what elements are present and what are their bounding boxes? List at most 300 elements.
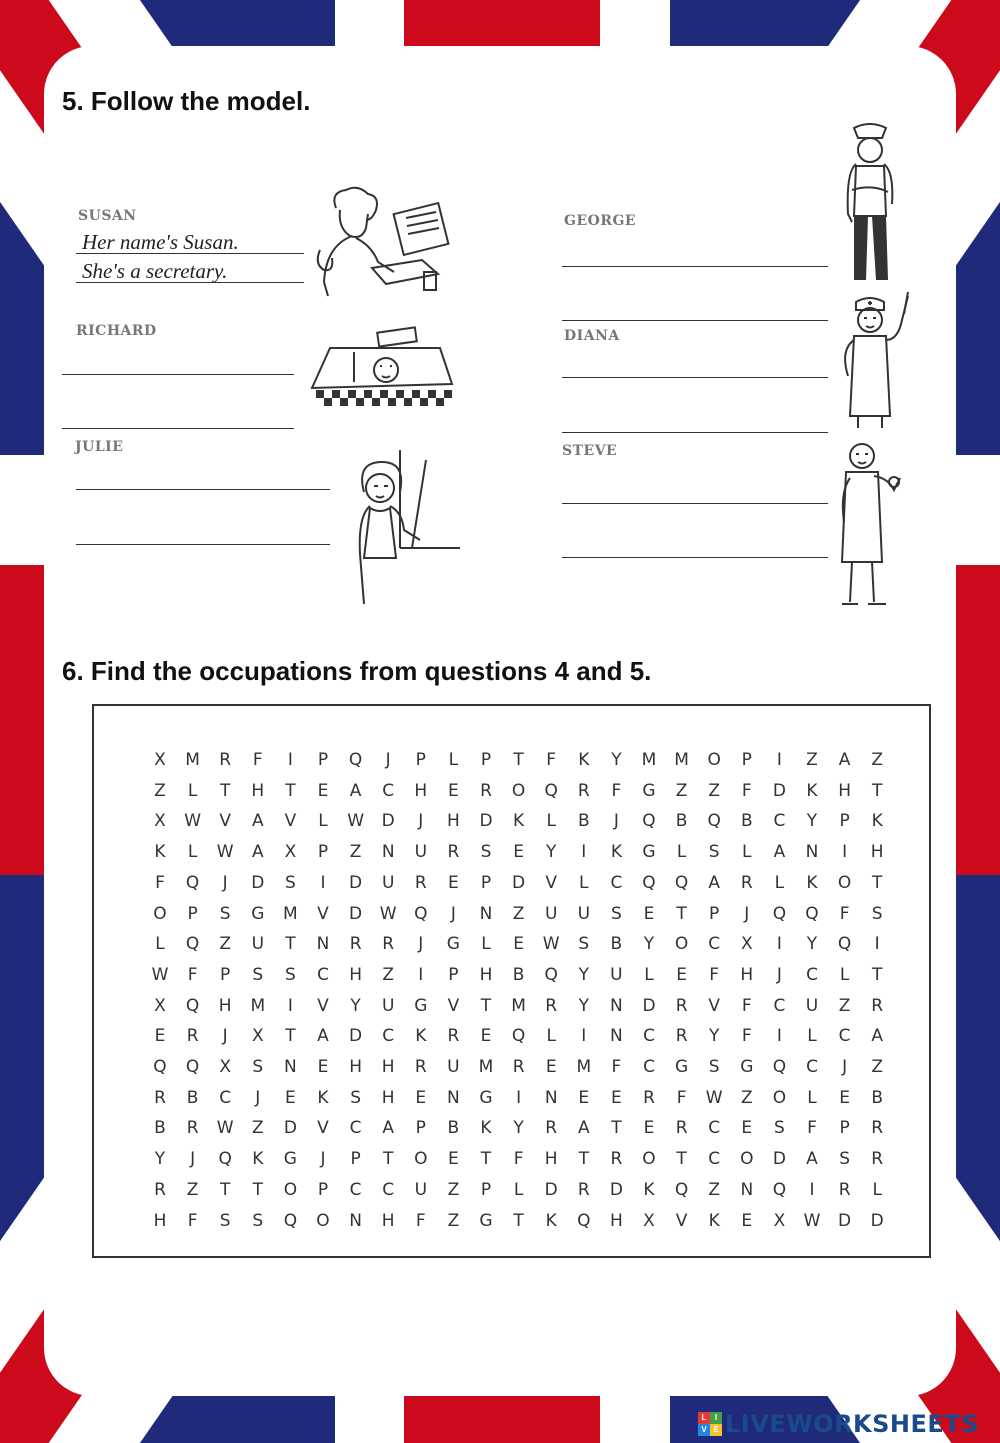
grid-letter[interactable]: D bbox=[251, 872, 265, 893]
grid-letter[interactable]: Z bbox=[382, 964, 395, 985]
grid-letter[interactable]: L bbox=[807, 1026, 817, 1047]
grid-letter[interactable]: E bbox=[317, 1057, 329, 1077]
grid-letter[interactable]: H bbox=[251, 780, 265, 801]
grid-letter[interactable]: K bbox=[708, 1210, 720, 1231]
grid-letter[interactable]: T bbox=[676, 903, 687, 924]
grid-letter[interactable]: Q bbox=[185, 872, 200, 893]
grid-letter[interactable]: F bbox=[807, 1118, 817, 1139]
grid-letter[interactable]: J bbox=[613, 811, 619, 832]
grid-letter[interactable]: X bbox=[284, 842, 297, 863]
grid-letter[interactable]: Q bbox=[642, 811, 656, 832]
grid-letter[interactable]: T bbox=[513, 750, 524, 770]
grid-letter[interactable]: C bbox=[317, 964, 329, 985]
grid-letter[interactable]: Z bbox=[447, 1210, 460, 1231]
grid-letter[interactable]: Q bbox=[348, 750, 363, 770]
grid-letter[interactable]: K bbox=[154, 842, 166, 863]
grid-letter[interactable]: Z bbox=[447, 1179, 460, 1200]
grid-letter[interactable]: O bbox=[642, 1149, 656, 1170]
grid-letter[interactable]: D bbox=[870, 1210, 884, 1231]
diana-answer-line-1[interactable] bbox=[562, 357, 828, 378]
grid-letter[interactable]: K bbox=[806, 872, 818, 893]
grid-letter[interactable]: J bbox=[385, 750, 391, 770]
grid-letter[interactable]: E bbox=[415, 1087, 427, 1108]
grid-letter[interactable]: L bbox=[187, 842, 198, 863]
grid-letter[interactable]: S bbox=[871, 903, 883, 924]
grid-letter[interactable]: I bbox=[287, 750, 293, 770]
grid-letter[interactable]: P bbox=[350, 1149, 361, 1170]
grid-letter[interactable]: X bbox=[773, 1210, 786, 1231]
steve-answer-line-1[interactable] bbox=[562, 483, 828, 504]
grid-letter[interactable]: P bbox=[317, 1179, 329, 1200]
grid-letter[interactable]: Z bbox=[708, 1179, 721, 1200]
grid-letter[interactable]: B bbox=[871, 1087, 884, 1108]
grid-letter[interactable]: L bbox=[676, 842, 687, 863]
grid-letter[interactable]: V bbox=[284, 811, 297, 832]
grid-letter[interactable]: I bbox=[809, 1179, 815, 1200]
grid-letter[interactable]: J bbox=[776, 964, 782, 985]
grid-letter[interactable]: F bbox=[187, 1210, 198, 1231]
grid-letter[interactable]: P bbox=[415, 750, 426, 770]
grid-letter[interactable]: D bbox=[283, 1118, 297, 1139]
grid-letter[interactable]: O bbox=[283, 1179, 298, 1200]
grid-letter[interactable]: S bbox=[219, 903, 231, 924]
grid-letter[interactable]: X bbox=[154, 811, 166, 832]
grid-letter[interactable]: Z bbox=[219, 934, 232, 955]
grid-letter[interactable]: Y bbox=[545, 842, 557, 863]
grid-letter[interactable]: F bbox=[676, 1087, 687, 1108]
grid-letter[interactable]: P bbox=[480, 750, 492, 770]
grid-letter[interactable]: I bbox=[776, 934, 782, 955]
grid-letter[interactable]: L bbox=[481, 934, 491, 955]
grid-letter[interactable]: Y bbox=[578, 995, 589, 1016]
grid-letter[interactable]: F bbox=[415, 1210, 426, 1231]
grid-letter[interactable]: C bbox=[708, 934, 721, 955]
grid-letter[interactable]: O bbox=[414, 1149, 428, 1170]
grid-letter[interactable]: R bbox=[480, 780, 492, 801]
grid-letter[interactable]: D bbox=[772, 780, 786, 801]
grid-letter[interactable]: R bbox=[675, 1118, 688, 1139]
grid-letter[interactable]: Z bbox=[251, 1118, 264, 1139]
grid-letter[interactable]: Y bbox=[806, 811, 818, 832]
grid-letter[interactable]: C bbox=[838, 1026, 851, 1047]
grid-letter[interactable]: P bbox=[741, 750, 752, 770]
grid-letter[interactable]: I bbox=[320, 872, 326, 893]
grid-letter[interactable]: S bbox=[578, 934, 590, 955]
grid-letter[interactable]: Y bbox=[806, 934, 818, 955]
grid-letter[interactable]: S bbox=[839, 1149, 850, 1170]
grid-letter[interactable]: A bbox=[317, 1026, 329, 1047]
grid-letter[interactable]: V bbox=[675, 1210, 688, 1231]
grid-letter[interactable]: D bbox=[349, 1026, 363, 1047]
grid-letter[interactable]: M bbox=[283, 903, 298, 924]
grid-letter[interactable]: U bbox=[610, 964, 623, 985]
grid-letter[interactable]: C bbox=[773, 811, 786, 832]
grid-letter[interactable]: C bbox=[708, 1118, 721, 1139]
grid-letter[interactable]: J bbox=[842, 1057, 848, 1077]
grid-letter[interactable]: U bbox=[381, 872, 395, 893]
grid-letter[interactable]: C bbox=[219, 1087, 232, 1108]
grid-letter[interactable]: E bbox=[448, 1149, 459, 1170]
grid-letter[interactable]: Z bbox=[512, 903, 525, 924]
grid-letter[interactable]: N bbox=[447, 1087, 460, 1108]
grid-letter[interactable]: M bbox=[478, 1057, 494, 1077]
grid-letter[interactable]: K bbox=[871, 811, 883, 832]
grid-letter[interactable]: Q bbox=[544, 780, 558, 801]
grid-letter[interactable]: A bbox=[349, 780, 362, 801]
grid-letter[interactable]: P bbox=[839, 811, 850, 832]
grid-letter[interactable]: I bbox=[418, 964, 424, 985]
grid-letter[interactable]: L bbox=[155, 934, 165, 955]
grid-letter[interactable]: M bbox=[511, 995, 526, 1016]
grid-letter[interactable]: L bbox=[513, 1179, 524, 1200]
grid-letter[interactable]: B bbox=[740, 811, 753, 832]
grid-letter[interactable]: E bbox=[545, 1057, 557, 1077]
grid-letter[interactable]: E bbox=[448, 780, 459, 801]
grid-letter[interactable]: S bbox=[708, 842, 720, 863]
grid-letter[interactable]: I bbox=[776, 1026, 782, 1047]
grid-letter[interactable]: U bbox=[544, 903, 558, 924]
grid-letter[interactable]: Q bbox=[707, 811, 721, 832]
grid-letter[interactable]: E bbox=[285, 1087, 296, 1108]
grid-letter[interactable]: E bbox=[839, 1087, 850, 1108]
grid-letter[interactable]: Q bbox=[283, 1210, 298, 1231]
grid-letter[interactable]: H bbox=[349, 964, 362, 985]
grid-letter[interactable]: O bbox=[511, 780, 526, 801]
grid-letter[interactable]: G bbox=[740, 1057, 754, 1077]
grid-letter[interactable]: H bbox=[544, 1149, 558, 1170]
grid-letter[interactable]: T bbox=[513, 1210, 524, 1231]
grid-letter[interactable]: W bbox=[216, 842, 234, 863]
grid-letter[interactable]: G bbox=[675, 1057, 689, 1077]
grid-letter[interactable]: Z bbox=[186, 1179, 199, 1200]
grid-letter[interactable]: Z bbox=[708, 780, 721, 801]
grid-letter[interactable]: V bbox=[708, 995, 720, 1016]
grid-letter[interactable]: U bbox=[381, 995, 395, 1016]
grid-letter[interactable]: H bbox=[381, 1087, 395, 1108]
grid-letter[interactable]: R bbox=[643, 1087, 655, 1108]
grid-letter[interactable]: L bbox=[644, 964, 654, 985]
grid-letter[interactable]: J bbox=[222, 1026, 228, 1047]
grid-letter[interactable]: Y bbox=[708, 1026, 720, 1047]
grid-letter[interactable]: R bbox=[186, 1118, 199, 1139]
grid-letter[interactable]: A bbox=[251, 842, 264, 863]
george-answer-line-1[interactable] bbox=[562, 246, 828, 267]
grid-letter[interactable]: T bbox=[676, 1149, 687, 1170]
grid-letter[interactable]: H bbox=[381, 1210, 395, 1231]
grid-letter[interactable]: O bbox=[772, 1087, 787, 1108]
grid-letter[interactable]: F bbox=[611, 1057, 622, 1077]
grid-letter[interactable]: N bbox=[610, 995, 623, 1016]
grid-letter[interactable]: T bbox=[578, 1149, 589, 1170]
grid-letter[interactable]: Q bbox=[544, 964, 558, 985]
grid-letter[interactable]: U bbox=[447, 1057, 460, 1077]
grid-letter[interactable]: G bbox=[642, 842, 656, 863]
grid-letter[interactable]: I bbox=[581, 1026, 587, 1047]
grid-letter[interactable]: G bbox=[479, 1210, 493, 1231]
grid-letter[interactable]: T bbox=[871, 780, 883, 801]
grid-letter[interactable]: H bbox=[381, 1057, 395, 1077]
grid-letter[interactable]: D bbox=[512, 872, 526, 893]
grid-letter[interactable]: R bbox=[512, 1057, 525, 1077]
grid-letter[interactable]: S bbox=[252, 964, 264, 985]
grid-letter[interactable]: C bbox=[382, 1026, 395, 1047]
grid-letter[interactable]: Z bbox=[675, 780, 688, 801]
grid-letter[interactable]: C bbox=[349, 1118, 362, 1139]
grid-letter[interactable]: Z bbox=[740, 1087, 753, 1108]
grid-letter[interactable]: D bbox=[381, 811, 395, 832]
grid-letter[interactable]: O bbox=[674, 934, 689, 955]
grid-letter[interactable]: R bbox=[447, 1026, 460, 1047]
grid-letter[interactable]: S bbox=[708, 1057, 720, 1077]
grid-letter[interactable]: S bbox=[284, 964, 296, 985]
grid-letter[interactable]: T bbox=[382, 1149, 394, 1170]
grid-letter[interactable]: C bbox=[773, 995, 786, 1016]
grid-letter[interactable]: H bbox=[838, 780, 851, 801]
grid-letter[interactable]: A bbox=[251, 811, 264, 832]
grid-letter[interactable]: Y bbox=[643, 934, 655, 955]
grid-letter[interactable]: R bbox=[545, 1118, 558, 1139]
grid-letter[interactable]: Q bbox=[837, 934, 852, 955]
grid-letter[interactable]: K bbox=[252, 1149, 264, 1170]
grid-letter[interactable]: O bbox=[740, 1149, 754, 1170]
grid-letter[interactable]: R bbox=[414, 1057, 427, 1077]
grid-letter[interactable]: O bbox=[837, 872, 852, 893]
grid-letter[interactable]: E bbox=[611, 1087, 622, 1108]
grid-letter[interactable]: L bbox=[187, 780, 198, 801]
grid-letter[interactable]: L bbox=[872, 1179, 882, 1200]
grid-letter[interactable]: N bbox=[284, 1057, 297, 1077]
grid-letter[interactable]: R bbox=[740, 872, 753, 893]
grid-letter[interactable]: A bbox=[382, 1118, 394, 1139]
grid-letter[interactable]: N bbox=[381, 842, 395, 863]
grid-letter[interactable]: V bbox=[317, 1118, 329, 1139]
grid-letter[interactable]: P bbox=[317, 842, 329, 863]
grid-letter[interactable]: R bbox=[154, 1087, 166, 1108]
grid-letter[interactable]: F bbox=[741, 995, 752, 1016]
grid-letter[interactable]: K bbox=[545, 1210, 557, 1231]
grid-letter[interactable]: N bbox=[544, 1087, 558, 1108]
grid-letter[interactable]: D bbox=[544, 1179, 558, 1200]
julie-answer-line-1[interactable] bbox=[76, 469, 330, 490]
diana-answer-line-2[interactable] bbox=[562, 412, 828, 433]
grid-letter[interactable]: G bbox=[283, 1149, 297, 1170]
grid-letter[interactable]: A bbox=[708, 872, 720, 893]
grid-letter[interactable]: A bbox=[871, 1026, 883, 1047]
grid-letter[interactable]: T bbox=[480, 1149, 492, 1170]
grid-letter[interactable]: T bbox=[611, 1118, 622, 1139]
grid-letter[interactable]: L bbox=[448, 750, 459, 770]
grid-letter[interactable]: B bbox=[512, 964, 525, 985]
grid-letter[interactable]: G bbox=[446, 934, 460, 955]
grid-letter[interactable]: P bbox=[709, 903, 720, 924]
grid-letter[interactable]: Z bbox=[349, 842, 362, 863]
grid-letter[interactable]: J bbox=[450, 903, 456, 924]
grid-letter[interactable]: P bbox=[187, 903, 198, 924]
grid-letter[interactable]: J bbox=[255, 1087, 261, 1108]
grid-letter[interactable]: K bbox=[643, 1179, 655, 1200]
grid-letter[interactable]: R bbox=[871, 995, 884, 1016]
grid-letter[interactable]: K bbox=[317, 1087, 329, 1108]
grid-letter[interactable]: J bbox=[190, 1149, 196, 1170]
grid-letter[interactable]: C bbox=[708, 1149, 721, 1170]
grid-letter[interactable]: G bbox=[414, 995, 428, 1016]
grid-letter[interactable]: G bbox=[251, 903, 265, 924]
grid-letter[interactable]: J bbox=[744, 903, 750, 924]
grid-letter[interactable]: F bbox=[187, 964, 198, 985]
grid-letter[interactable]: E bbox=[154, 1026, 166, 1047]
grid-letter[interactable]: Q bbox=[805, 903, 819, 924]
grid-letter[interactable]: A bbox=[577, 1118, 590, 1139]
grid-letter[interactable]: R bbox=[349, 934, 362, 955]
grid-letter[interactable]: Y bbox=[154, 1149, 166, 1170]
grid-letter[interactable]: M bbox=[576, 1057, 592, 1077]
grid-letter[interactable]: K bbox=[480, 1118, 492, 1139]
grid-letter[interactable]: A bbox=[806, 1149, 818, 1170]
grid-letter[interactable]: B bbox=[447, 1118, 460, 1139]
grid-letter[interactable]: L bbox=[807, 1087, 817, 1108]
grid-letter[interactable]: H bbox=[609, 1210, 623, 1231]
grid-letter[interactable]: O bbox=[153, 903, 167, 924]
grid-letter[interactable]: L bbox=[774, 872, 785, 893]
grid-letter[interactable]: X bbox=[154, 750, 166, 770]
grid-letter[interactable]: F bbox=[155, 872, 165, 893]
grid-letter[interactable]: D bbox=[642, 995, 656, 1016]
grid-letter[interactable]: E bbox=[480, 1026, 492, 1047]
grid-letter[interactable]: E bbox=[513, 842, 524, 863]
grid-letter[interactable]: C bbox=[349, 1179, 362, 1200]
grid-letter[interactable]: C bbox=[382, 1179, 395, 1200]
grid-letter[interactable]: S bbox=[219, 1210, 231, 1231]
grid-letter[interactable]: R bbox=[447, 842, 460, 863]
grid-letter[interactable]: X bbox=[740, 934, 753, 955]
grid-letter[interactable]: V bbox=[317, 995, 329, 1016]
grid-letter[interactable]: A bbox=[838, 750, 851, 770]
grid-letter[interactable]: J bbox=[418, 811, 424, 832]
grid-letter[interactable]: R bbox=[610, 1149, 623, 1170]
grid-letter[interactable]: Q bbox=[218, 1149, 232, 1170]
grid-letter[interactable]: E bbox=[448, 872, 459, 893]
grid-letter[interactable]: E bbox=[643, 1118, 655, 1139]
grid-letter[interactable]: V bbox=[219, 811, 231, 832]
grid-letter[interactable]: V bbox=[545, 872, 557, 893]
grid-letter[interactable]: J bbox=[320, 1149, 326, 1170]
grid-letter[interactable]: F bbox=[839, 903, 850, 924]
grid-letter[interactable]: N bbox=[805, 842, 819, 863]
grid-letter[interactable]: U bbox=[251, 934, 265, 955]
grid-letter[interactable]: F bbox=[611, 780, 622, 801]
grid-letter[interactable]: W bbox=[216, 1118, 234, 1139]
grid-letter[interactable]: H bbox=[446, 811, 460, 832]
grid-letter[interactable]: Z bbox=[838, 995, 851, 1016]
grid-letter[interactable]: N bbox=[349, 1210, 362, 1231]
grid-letter[interactable]: E bbox=[676, 964, 687, 985]
grid-letter[interactable]: B bbox=[186, 1087, 199, 1108]
grid-letter[interactable]: R bbox=[871, 1118, 884, 1139]
grid-letter[interactable]: W bbox=[803, 1210, 821, 1231]
grid-letter[interactable]: T bbox=[219, 780, 231, 801]
grid-letter[interactable]: F bbox=[252, 750, 263, 770]
grid-letter[interactable]: E bbox=[741, 1210, 753, 1231]
grid-letter[interactable]: P bbox=[839, 1118, 850, 1139]
julie-answer-line-2[interactable] bbox=[76, 524, 330, 545]
grid-letter[interactable]: J bbox=[418, 934, 424, 955]
grid-letter[interactable]: U bbox=[414, 842, 428, 863]
grid-letter[interactable]: U bbox=[414, 1179, 428, 1200]
grid-letter[interactable]: N bbox=[479, 903, 493, 924]
grid-letter[interactable]: R bbox=[675, 1026, 688, 1047]
grid-letter[interactable]: W bbox=[347, 811, 364, 832]
grid-letter[interactable]: L bbox=[579, 872, 589, 893]
grid-letter[interactable]: I bbox=[776, 750, 782, 770]
richard-answer-line-2[interactable] bbox=[62, 408, 294, 429]
grid-letter[interactable]: H bbox=[870, 842, 884, 863]
grid-letter[interactable]: K bbox=[806, 780, 818, 801]
grid-letter[interactable]: U bbox=[577, 903, 591, 924]
grid-letter[interactable]: N bbox=[610, 1026, 623, 1047]
grid-letter[interactable]: E bbox=[317, 780, 329, 801]
grid-letter[interactable]: C bbox=[806, 964, 818, 985]
grid-letter[interactable]: Q bbox=[511, 1026, 526, 1047]
grid-letter[interactable]: K bbox=[513, 811, 525, 832]
grid-letter[interactable]: B bbox=[577, 811, 590, 832]
grid-letter[interactable]: G bbox=[642, 780, 656, 801]
grid-letter[interactable]: H bbox=[414, 780, 428, 801]
grid-letter[interactable]: W bbox=[705, 1087, 723, 1108]
grid-letter[interactable]: I bbox=[842, 842, 848, 863]
grid-letter[interactable]: P bbox=[317, 750, 329, 770]
grid-letter[interactable]: Q bbox=[772, 1179, 787, 1200]
grid-letter[interactable]: V bbox=[317, 903, 329, 924]
grid-letter[interactable]: L bbox=[742, 842, 752, 863]
grid-letter[interactable]: S bbox=[252, 1210, 264, 1231]
grid-letter[interactable]: Q bbox=[674, 872, 689, 893]
grid-letter[interactable]: I bbox=[581, 842, 587, 863]
grid-letter[interactable]: T bbox=[871, 964, 883, 985]
grid-letter[interactable]: R bbox=[545, 995, 558, 1016]
grid-letter[interactable]: F bbox=[741, 780, 752, 801]
grid-letter[interactable]: W bbox=[184, 811, 201, 832]
grid-letter[interactable]: R bbox=[154, 1179, 166, 1200]
grid-letter[interactable]: M bbox=[674, 750, 689, 770]
grid-letter[interactable]: I bbox=[516, 1087, 522, 1108]
grid-letter[interactable]: F bbox=[709, 964, 720, 985]
grid-letter[interactable]: T bbox=[480, 995, 492, 1016]
grid-letter[interactable]: Z bbox=[871, 750, 884, 770]
grid-letter[interactable]: H bbox=[740, 964, 754, 985]
grid-letter[interactable]: K bbox=[610, 842, 622, 863]
grid-letter[interactable]: D bbox=[349, 872, 363, 893]
grid-letter[interactable]: V bbox=[447, 995, 460, 1016]
grid-letter[interactable]: Q bbox=[772, 1057, 787, 1077]
grid-letter[interactable]: U bbox=[805, 995, 819, 1016]
grid-letter[interactable]: P bbox=[480, 1179, 492, 1200]
grid-letter[interactable]: Y bbox=[513, 1118, 524, 1139]
grid-letter[interactable]: Y bbox=[611, 750, 622, 770]
steve-answer-line-2[interactable] bbox=[562, 537, 828, 558]
grid-letter[interactable]: D bbox=[349, 903, 363, 924]
grid-letter[interactable]: T bbox=[252, 1179, 263, 1200]
grid-letter[interactable]: Q bbox=[577, 1210, 591, 1231]
grid-letter[interactable]: E bbox=[741, 1118, 753, 1139]
grid-letter[interactable]: T bbox=[871, 872, 883, 893]
grid-letter[interactable]: Q bbox=[772, 903, 787, 924]
grid-letter[interactable]: Q bbox=[153, 1057, 167, 1077]
grid-letter[interactable]: Y bbox=[578, 964, 589, 985]
grid-letter[interactable]: R bbox=[577, 780, 590, 801]
grid-letter[interactable]: B bbox=[610, 934, 623, 955]
grid-letter[interactable]: H bbox=[218, 995, 232, 1016]
grid-letter[interactable]: N bbox=[740, 1179, 754, 1200]
